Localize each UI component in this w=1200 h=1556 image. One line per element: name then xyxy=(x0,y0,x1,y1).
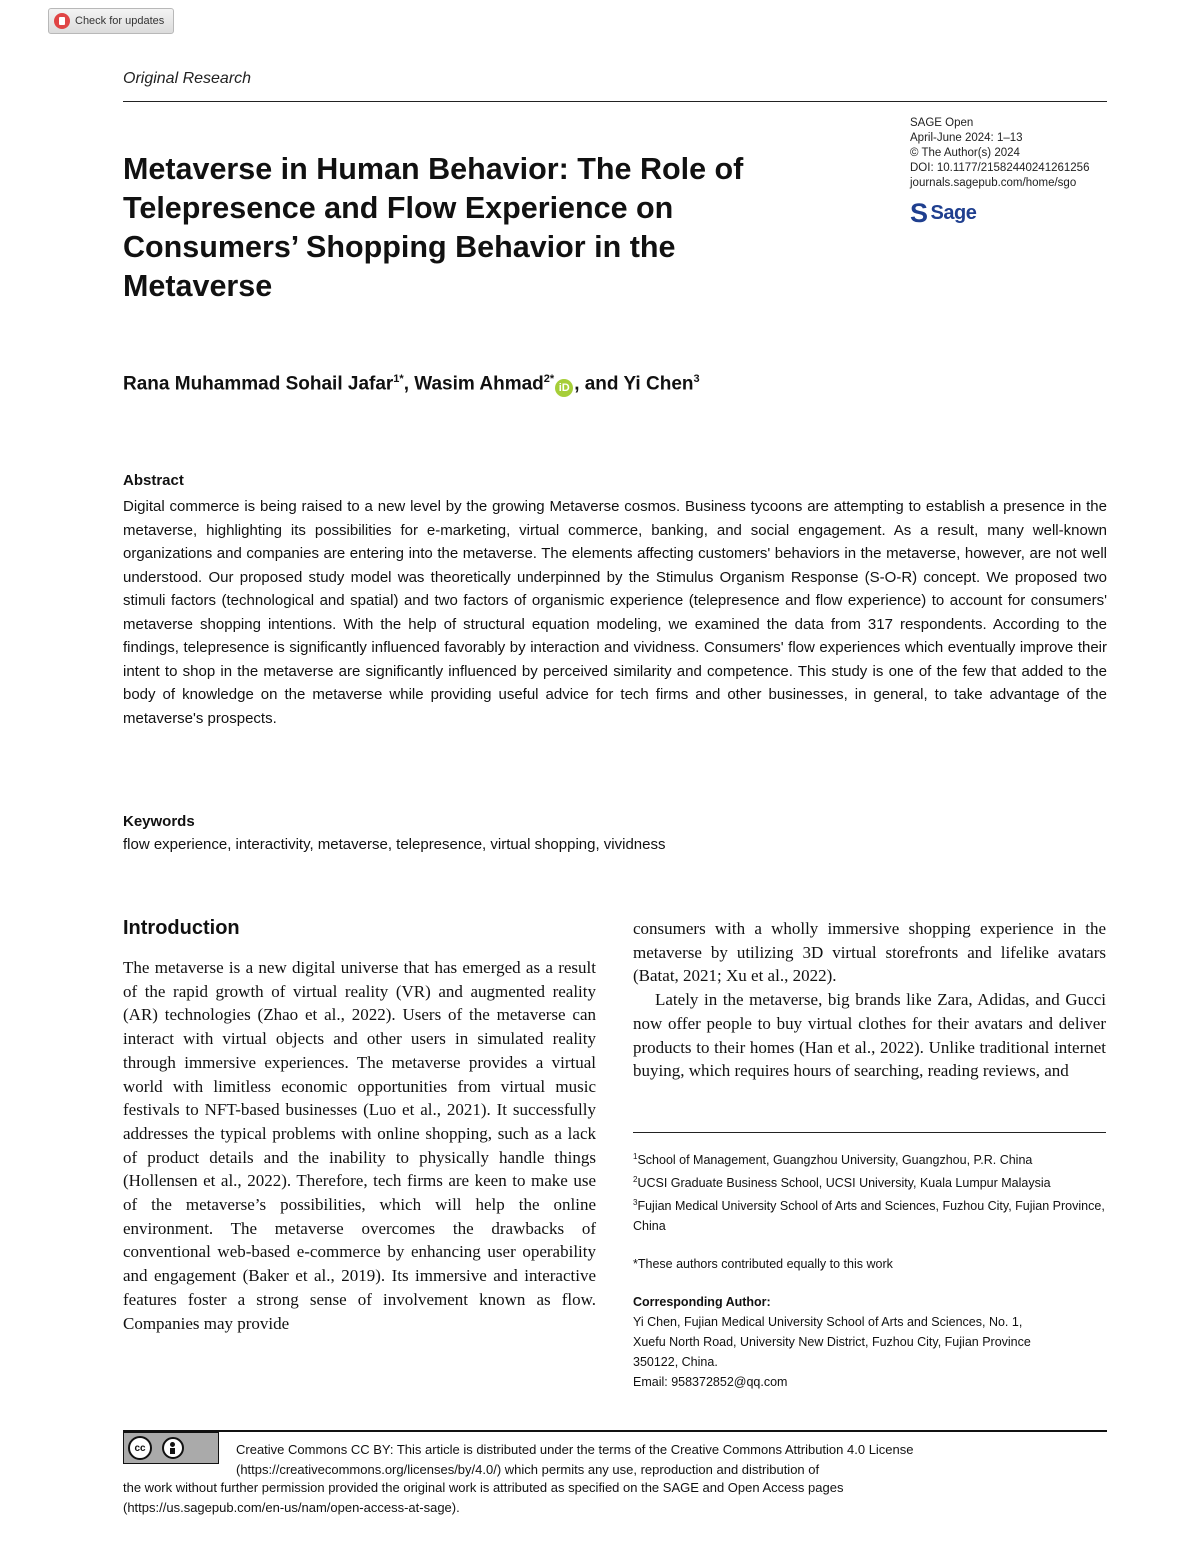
affiliation-2-number: 2 xyxy=(633,1175,638,1185)
journal-name: SAGE Open xyxy=(910,117,974,129)
intro-paragraph-2: Lately in the metaverse, big brands like Zara, Adidas, and Gucci now offer people to buy virtual clothes for their avatars and deliver products to their homes (Han et al., 2022). Unlike traditional internet buying, which requires hours of searching, reading reviews, and xyxy=(633,990,1106,1081)
orcid-icon[interactable]: iD xyxy=(555,379,573,397)
journal-issue: April-June 2024: 1–13 xyxy=(910,132,1023,144)
author-1: Rana Muhammad Sohail Jafar xyxy=(123,373,394,395)
sage-s-icon: S xyxy=(910,198,928,228)
affiliation-3 xyxy=(633,1193,1106,1236)
journal-info xyxy=(910,116,1089,191)
license-line-4[interactable]: (https://us.sagepub.com/en-us/nam/open-access-at-sage). xyxy=(123,1500,460,1515)
affiliation-3-number: 3 xyxy=(633,1198,638,1208)
introduction-heading: Introduction xyxy=(123,917,240,939)
license-text-top xyxy=(236,1440,1056,1480)
license-line-1: Creative Commons CC BY: This article is distributed under the terms of the Creative Commons Attribution 4.0 License xyxy=(236,1442,914,1457)
license-divider xyxy=(123,1430,1107,1432)
intro-right-column xyxy=(633,917,1106,1083)
corresponding-author-line-1: Yi Chen, Fujian Medical University School of Arts and Sciences, No. 1, xyxy=(633,1315,1023,1330)
affiliation-1 xyxy=(633,1147,1106,1170)
author-2-affiliation: 2* xyxy=(543,373,555,385)
author-separator: , xyxy=(403,373,415,395)
journal-doi[interactable]: DOI: 10.1177/21582440241261256 xyxy=(910,162,1090,174)
bookmark-icon xyxy=(54,13,70,29)
intro-left-column xyxy=(123,956,596,1335)
sage-wordmark: Sage xyxy=(930,202,977,224)
author-2: Wasim Ahmad xyxy=(414,373,544,395)
license-line-2[interactable]: (https://creativecommons.org/licenses/by/4.0/) which permits any use, reproduction and distribution of xyxy=(236,1462,820,1477)
equal-contribution-note: *These authors contributed equally to this work xyxy=(633,1257,893,1272)
footnote-divider xyxy=(633,1132,1106,1133)
intro-paragraph-continued: consumers with a wholly immersive shopping experience in the metaverse by utilizing 3D virtual storefronts and lifelike avatars (Batat, 2021; Xu et al., 2022). xyxy=(633,919,1106,986)
license-text-bottom xyxy=(123,1478,1023,1518)
footnotes xyxy=(633,1147,1106,1392)
abstract-text: Digital commerce is being raised to a new level by the growing Metaverse cosmos. Business tycoons are attempting to establish a presence in the metaverse, highlighting its possibilities for e-marketing, virtual commerce, banking, and social engagement. As a result, many well-known organizations and companies are entering into the metaverse. The elements affecting customers' behaviors in the metaverse, however, are not well understood. Our proposed study model was theoretically underpinned by the Stimulus Organism Response (S-O-R) concept. We proposed two stimuli factors (technological and spatial) and two factors of organismic experience (telepresence and flow experience) to account for consumers' metaverse shopping intentions. With the help of structural equation modeling, we examined the data from 317 respondents. According to the findings, telepresence is significantly influenced favorably by interaction and vividness. Consumers' flow experiences which eventually improve their intent to shop in the metaverse are significantly influenced by perceived similarity and competence. This study is one of the few that added to the body of knowledge on the metaverse while providing useful advice for tech firms and other businesses, in general, to take advantage of the metaverse's prospects. xyxy=(123,498,1107,727)
affiliation-2 xyxy=(633,1170,1106,1193)
author-1-affiliation: 1* xyxy=(393,373,404,385)
author-list xyxy=(123,373,700,397)
cc-by-badge[interactable] xyxy=(123,1432,219,1464)
article-type-label: Original Research xyxy=(123,70,252,87)
corresponding-author-email[interactable]: Email: 958372852@qq.com xyxy=(633,1375,788,1390)
corresponding-author-heading: Corresponding Author: xyxy=(633,1295,771,1310)
header-divider xyxy=(123,101,1107,102)
journal-copyright: © The Author(s) 2024 xyxy=(910,147,1020,159)
corresponding-author-line-2: Xuefu North Road, University New District, Fuzhou City, Fujian Province xyxy=(633,1335,1031,1350)
affiliation-1-text: School of Management, Guangzhou University, Guangzhou, P.R. China xyxy=(637,1153,1033,1168)
journal-url[interactable]: journals.sagepub.com/home/sgo xyxy=(910,177,1077,189)
article-title: Metaverse in Human Behavior: The Role of Telepresence and Flow Experience on Consumers’ Shopping Behavior in the Metaverse xyxy=(123,152,744,303)
attribution-icon xyxy=(162,1437,184,1459)
intro-paragraph-1: The metaverse is a new digital universe that has emerged as a result of the rapid growth of virtual reality (VR) and augmented reality (AR) technologies (Zhao et al., 2022). Users of the metaverse can interact with virtual objects and other users in simulated reality through immersive experiences. The metaverse provides a virtual world with limitless economic opportunities from virtual music festivals to NFT-based businesses (Luo et al., 2021). It successfully addresses the typical problems with online shopping, such as a lack of product details and the inability to physically handle things (Hollensen et al., 2022). Therefore, tech firms are keen to make use of the metaverse’s possibilities, which will help the online environment. The metaverse overcomes the drawbacks of conventional web-based e-commerce by enhancing user operability and engagement (Baker et al., 2019). Its immersive and interactive features foster a strong sense of involvement known as flow. Companies may provide xyxy=(123,958,596,1333)
corresponding-author-line-3: 350122, China. xyxy=(633,1355,718,1370)
author-separator-and: , and xyxy=(574,373,624,395)
check-for-updates-label: Check for updates xyxy=(75,15,165,27)
author-3-affiliation: 3 xyxy=(693,373,700,385)
keywords-list: flow experience, interactivity, metaverse, telepresence, virtual shopping, vividness xyxy=(123,836,666,853)
affiliation-1-number: 1 xyxy=(633,1152,638,1161)
cc-icon: cc xyxy=(128,1436,152,1460)
affiliation-3-text: Fujian Medical University School of Arts and Sciences, Fuzhou City, Fujian Province, China xyxy=(633,1199,1105,1234)
check-for-updates-button[interactable] xyxy=(48,8,174,34)
license-line-3: the work without further permission provided the original work is attributed as specified on the SAGE and Open Access pages xyxy=(123,1480,844,1495)
author-3: Yi Chen xyxy=(623,373,694,395)
affiliation-2-text: UCSI Graduate Business School, UCSI University, Kuala Lumpur Malaysia xyxy=(637,1176,1051,1191)
sage-logo xyxy=(910,200,976,227)
abstract-heading: Abstract xyxy=(123,472,184,489)
keywords-heading: Keywords xyxy=(123,813,195,830)
